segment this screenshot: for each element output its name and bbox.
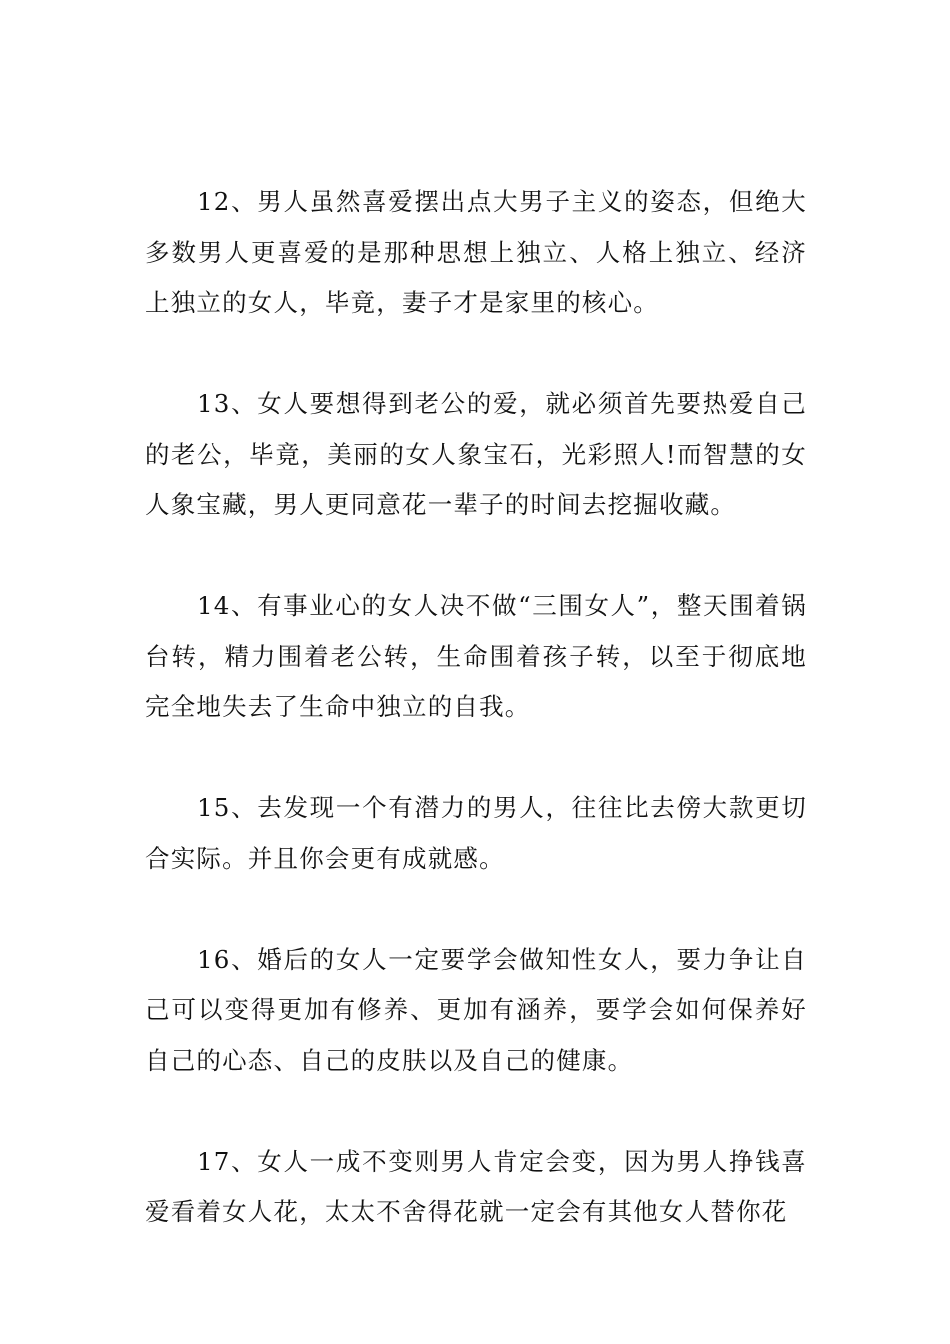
paragraph-16: 16、婚后的女人一定要学会做知性女人，要力争让自己可以变得更加有修养、更加有涵养，要学会如何保养好自己的心态、自己的皮肤以及自己的健康。 bbox=[145, 944, 807, 1075]
document-body bbox=[145, 177, 807, 1288]
paragraph-13: 13、女人要想得到老公的爱，就必须首先要热爱自己的老公，毕竟，美丽的女人象宝石，光彩照人!而智慧的女人象宝藏，男人更同意花一辈子的时间去挖掘收藏。 bbox=[145, 389, 807, 519]
paragraph-17: 17、女人一成不变则男人肯定会变，因为男人挣钱喜爱看着女人花，太太不舍得花就一定会有其他女人替你花 bbox=[145, 1146, 807, 1226]
paragraph-12: 12、男人虽然喜爱摆出点大男子主义的姿态，但绝大多数男人更喜爱的是那种思想上独立、人格上独立、经济上独立的女人，毕竟，妻子才是家里的核心。 bbox=[145, 187, 807, 317]
paragraph-14: 14、有事业心的女人决不做“三围女人”，整天围着锅台转，精力围着老公转，生命围着孩子转，以至于彻底地完全地失去了生命中独立的自我。 bbox=[145, 591, 807, 721]
paragraph-15: 15、去发现一个有潜力的男人，往往比去傍大款更切合实际。并且你会更有成就感。 bbox=[145, 793, 807, 873]
